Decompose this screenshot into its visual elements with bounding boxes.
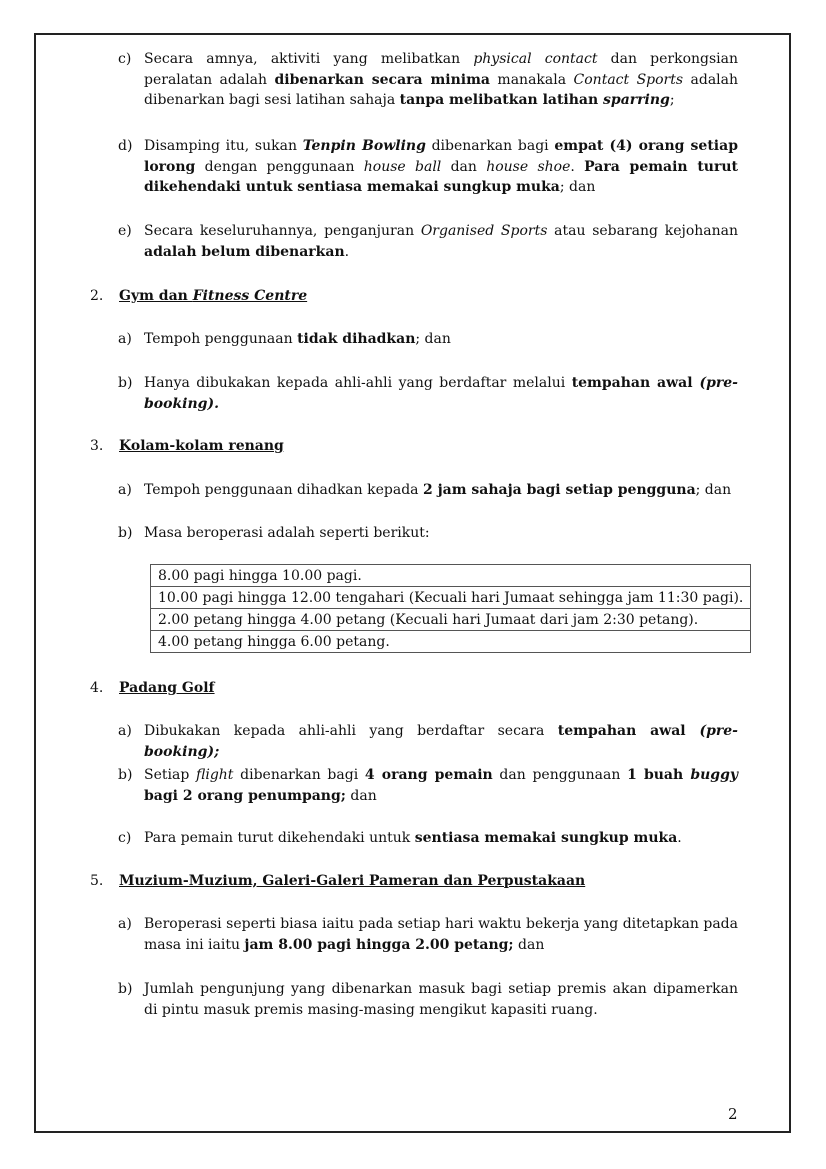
table-cell: 8.00 pagi hingga 10.00 pagi. <box>151 565 751 587</box>
item-text: Beroperasi seperti biasa iaitu pada setiap hari waktu bekerja yang ditetapkan pada masa ini iaitu jam 8.00 pagi hingga 2.00 petang; dan <box>144 916 738 953</box>
item-label: b) <box>118 981 133 997</box>
table-cell: 4.00 petang hingga 6.00 petang. <box>151 631 751 653</box>
table-row <box>151 587 751 609</box>
item-text: Hanya dibukakan kepada ahli-ahli yang berdaftar melalui tempahan awal (pre-booking). <box>144 375 738 412</box>
section-title: Kolam-kolam renang <box>119 438 284 454</box>
item-text: Para pemain turut dikehendaki untuk sentiasa memakai sungkup muka. <box>144 830 682 846</box>
table-row <box>151 631 751 653</box>
section-title: Muzium-Muzium, Galeri-Galeri Pameran dan Perpustakaan <box>119 873 586 889</box>
section-number: 2. <box>90 288 104 304</box>
page-number: 2 <box>728 1105 738 1123</box>
item-label: a) <box>118 916 132 932</box>
item-text: Jumlah pengunjung yang dibenarkan masuk bagi setiap premis akan dipamerkan di pintu masuk premis masing-masing mengikut kapasiti ruang. <box>144 981 738 1018</box>
item-label: c) <box>118 51 132 67</box>
item-text: Secara keseluruhannya, penganjuran Organised Sports atau sebarang kejohanan adalah belum dibenarkan. <box>144 223 738 260</box>
item-label: e) <box>118 223 132 239</box>
item-label: a) <box>118 482 132 498</box>
item-label: b) <box>118 767 133 783</box>
section-title: Padang Golf <box>119 680 215 696</box>
item-label: d) <box>118 138 133 154</box>
item-text: Secara amnya, aktiviti yang melibatkan physical contact dan perkongsian peralatan adalah dibenarkan secara minima manakala Contact Sports adalah dibenarkan bagi sesi latihan sahaja tanpa melibatkan latihan sparring; <box>144 51 739 108</box>
item-text: Dibukakan kepada ahli-ahli yang berdaftar secara tempahan awal (pre-booking); <box>144 723 738 760</box>
item-text: Setiap flight dibenarkan bagi 4 orang pemain dan penggunaan 1 buah buggy bagi 2 orang penumpang; dan <box>144 767 738 804</box>
item-label: b) <box>118 375 133 391</box>
table-cell: 2.00 petang hingga 4.00 petang (Kecuali hari Jumaat dari jam 2:30 petang). <box>151 609 751 631</box>
item-text: Masa beroperasi adalah seperti berikut: <box>144 525 430 541</box>
section-title: Gym dan Fitness Centre <box>119 288 308 304</box>
operating-hours-table <box>150 564 751 653</box>
section-number: 4. <box>90 680 104 696</box>
section-number: 5. <box>90 873 104 889</box>
table-cell: 10.00 pagi hingga 12.00 tengahari (Kecuali hari Jumaat sehingga jam 11:30 pagi). <box>151 587 751 609</box>
item-label: a) <box>118 723 132 739</box>
section-number: 3. <box>90 438 104 454</box>
item-text: Disamping itu, sukan Tenpin Bowling dibenarkan bagi empat (4) orang setiap lorong dengan penggunaan house ball dan house shoe. Para pemain turut dikehendaki untuk sentiasa memakai sungkup muka; dan <box>144 138 739 195</box>
table-row <box>151 565 751 587</box>
item-text: Tempoh penggunaan tidak dihadkan; dan <box>144 331 451 347</box>
item-label: a) <box>118 331 132 347</box>
table-row <box>151 609 751 631</box>
item-label: c) <box>118 830 132 846</box>
item-label: b) <box>118 525 133 541</box>
item-text: Tempoh penggunaan dihadkan kepada 2 jam sahaja bagi setiap pengguna; dan <box>144 482 732 498</box>
